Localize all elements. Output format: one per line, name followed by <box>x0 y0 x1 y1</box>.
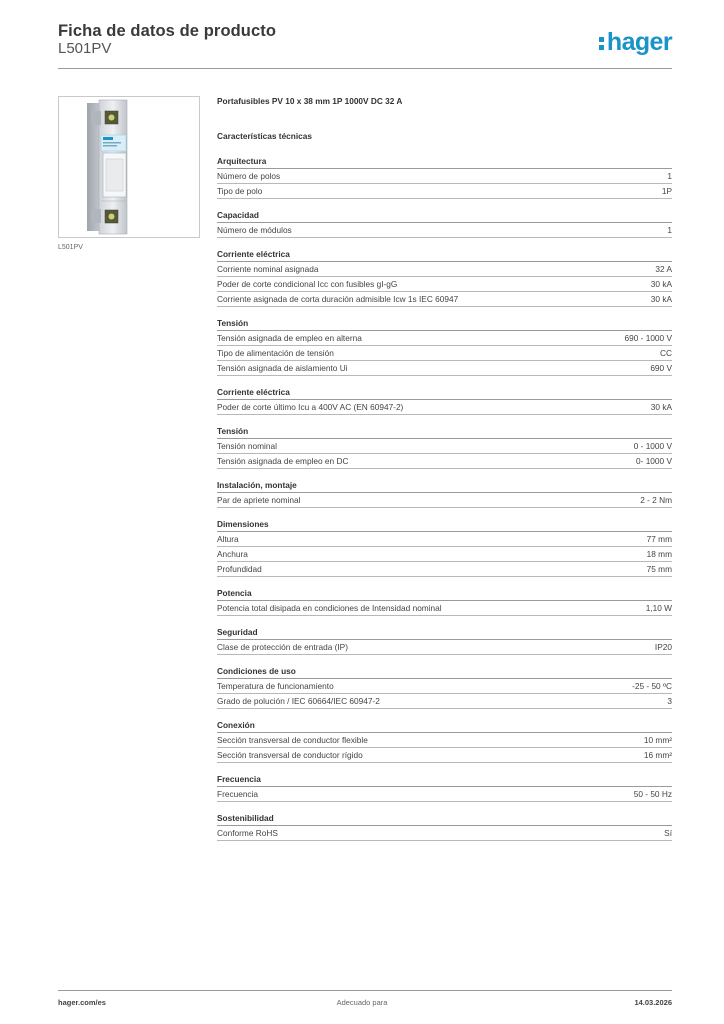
spec-value: CC <box>660 348 672 358</box>
spec-value: 18 mm <box>646 549 672 559</box>
product-description: Portafusibles PV 10 x 38 mm 1P 1000V DC 32 A <box>217 96 403 106</box>
spec-section <box>217 588 672 616</box>
spec-label: Tipo de polo <box>217 186 263 196</box>
spec-row <box>217 292 672 307</box>
spec-value: 690 - 1000 V <box>624 333 672 343</box>
spec-label: Poder de corte condicional Icc con fusibles gI-gG <box>217 279 398 289</box>
spec-section <box>217 426 672 469</box>
image-caption: L501PV <box>58 244 83 251</box>
section-title: Conexión <box>217 720 672 733</box>
spec-row <box>217 748 672 763</box>
spec-row <box>217 361 672 376</box>
spec-row <box>217 562 672 577</box>
spec-value: 30 kA <box>650 294 672 304</box>
section-title: Seguridad <box>217 627 672 640</box>
spec-row <box>217 547 672 562</box>
spec-label: Temperatura de funcionamiento <box>217 681 334 691</box>
spec-label: Tensión nominal <box>217 441 277 451</box>
spec-section <box>217 318 672 376</box>
page-title: Ficha de datos de producto <box>58 22 277 40</box>
spec-value: 77 mm <box>646 534 672 544</box>
spec-label: Corriente asignada de corta duración admisible Icw 1s IEC 60947 <box>217 294 459 304</box>
spec-section <box>217 249 672 307</box>
section-title: Dimensiones <box>217 519 672 532</box>
spec-label: Potencia total disipada en condiciones de Intensidad nominal <box>217 603 442 613</box>
spec-value: 1,10 W <box>645 603 672 613</box>
section-title: Sostenibilidad <box>217 813 672 826</box>
technical-characteristics-heading: Características técnicas <box>217 131 313 141</box>
spec-sections <box>217 156 672 841</box>
spec-row <box>217 277 672 292</box>
spec-label: Anchura <box>217 549 248 559</box>
section-title: Arquitectura <box>217 156 672 169</box>
spec-label: Tensión asignada de empleo en alterna <box>217 333 362 343</box>
spec-row <box>217 493 672 508</box>
spec-label: Frecuencia <box>217 789 259 799</box>
section-title: Tensión <box>217 318 672 331</box>
spec-section <box>217 387 672 415</box>
fuse-holder-illustration <box>59 97 199 237</box>
spec-row <box>217 169 672 184</box>
section-title: Condiciones de uso <box>217 666 672 679</box>
spec-row <box>217 733 672 748</box>
spec-label: Sección transversal de conductor rígido <box>217 750 363 760</box>
spec-row <box>217 787 672 802</box>
spec-label: Clase de protección de entrada (IP) <box>217 642 348 652</box>
spec-row <box>217 532 672 547</box>
logo-colon-mark <box>599 35 605 51</box>
spec-value: 690 V <box>650 363 672 373</box>
footer-divider <box>58 990 672 991</box>
section-title: Capacidad <box>217 210 672 223</box>
spec-section <box>217 627 672 655</box>
product-image <box>58 96 200 238</box>
spec-value: Sí <box>664 828 672 838</box>
footer-center-text: Adecuado para <box>336 998 388 1007</box>
spec-row <box>217 694 672 709</box>
spec-value: 3 <box>667 696 672 706</box>
spec-section <box>217 210 672 238</box>
spec-value: 0- 1000 V <box>636 456 672 466</box>
spec-content <box>217 96 672 841</box>
footer-website: hager.com/es <box>58 998 106 1007</box>
spec-label: Tensión asignada de empleo en DC <box>217 456 349 466</box>
section-title: Potencia <box>217 588 672 601</box>
spec-label: Par de apriete nominal <box>217 495 301 505</box>
spec-section <box>217 774 672 802</box>
spec-label: Altura <box>217 534 239 544</box>
spec-section <box>217 813 672 841</box>
spec-value: 2 - 2 Nm <box>640 495 672 505</box>
spec-value: 30 kA <box>650 402 672 412</box>
spec-label: Corriente nominal asignada <box>217 264 319 274</box>
spec-section <box>217 156 672 199</box>
spec-row <box>217 679 672 694</box>
footer-date: 14.03.2026 <box>634 998 672 1007</box>
spec-label: Tensión asignada de aislamiento Ui <box>217 363 348 373</box>
spec-label: Tipo de alimentación de tensión <box>217 348 334 358</box>
spec-value: IP20 <box>654 642 672 652</box>
spec-value: 10 mm² <box>643 735 672 745</box>
spec-row <box>217 601 672 616</box>
spec-value: 32 A <box>655 264 672 274</box>
spec-value: -25 - 50 ºC <box>632 681 672 691</box>
spec-label: Conforme RoHS <box>217 828 278 838</box>
spec-value: 0 - 1000 V <box>633 441 672 451</box>
spec-value: 75 mm <box>646 564 672 574</box>
spec-value: 50 - 50 Hz <box>633 789 672 799</box>
spec-row <box>217 184 672 199</box>
spec-label: Grado de polución / IEC 60664/IEC 60947-2 <box>217 696 380 706</box>
spec-row <box>217 331 672 346</box>
spec-row <box>217 223 672 238</box>
spec-value: 30 kA <box>650 279 672 289</box>
spec-label: Número de módulos <box>217 225 292 235</box>
spec-value: 1 <box>667 225 672 235</box>
section-title: Corriente eléctrica <box>217 249 672 262</box>
spec-label: Sección transversal de conductor flexible <box>217 735 368 745</box>
header-divider <box>58 68 672 69</box>
spec-value: 1 <box>667 171 672 181</box>
spec-value: 16 mm² <box>643 750 672 760</box>
spec-section <box>217 720 672 763</box>
spec-row <box>217 346 672 361</box>
spec-row <box>217 454 672 469</box>
spec-section <box>217 519 672 577</box>
spec-label: Número de polos <box>217 171 281 181</box>
spec-label: Poder de corte último Icu a 400V AC (EN 60947-2) <box>217 402 404 412</box>
product-reference: L501PV <box>58 40 112 57</box>
spec-section <box>217 480 672 508</box>
spec-row <box>217 826 672 841</box>
logo-text: hager <box>606 28 672 56</box>
spec-row <box>217 439 672 454</box>
spec-row <box>217 400 672 415</box>
section-title: Tensión <box>217 426 672 439</box>
spec-section <box>217 666 672 709</box>
spec-label: Profundidad <box>217 564 262 574</box>
hager-logo <box>599 30 672 55</box>
spec-row <box>217 262 672 277</box>
section-title: Instalación, montaje <box>217 480 672 493</box>
spec-value: 1P <box>661 186 672 196</box>
section-title: Frecuencia <box>217 774 672 787</box>
section-title: Corriente eléctrica <box>217 387 672 400</box>
spec-row <box>217 640 672 655</box>
